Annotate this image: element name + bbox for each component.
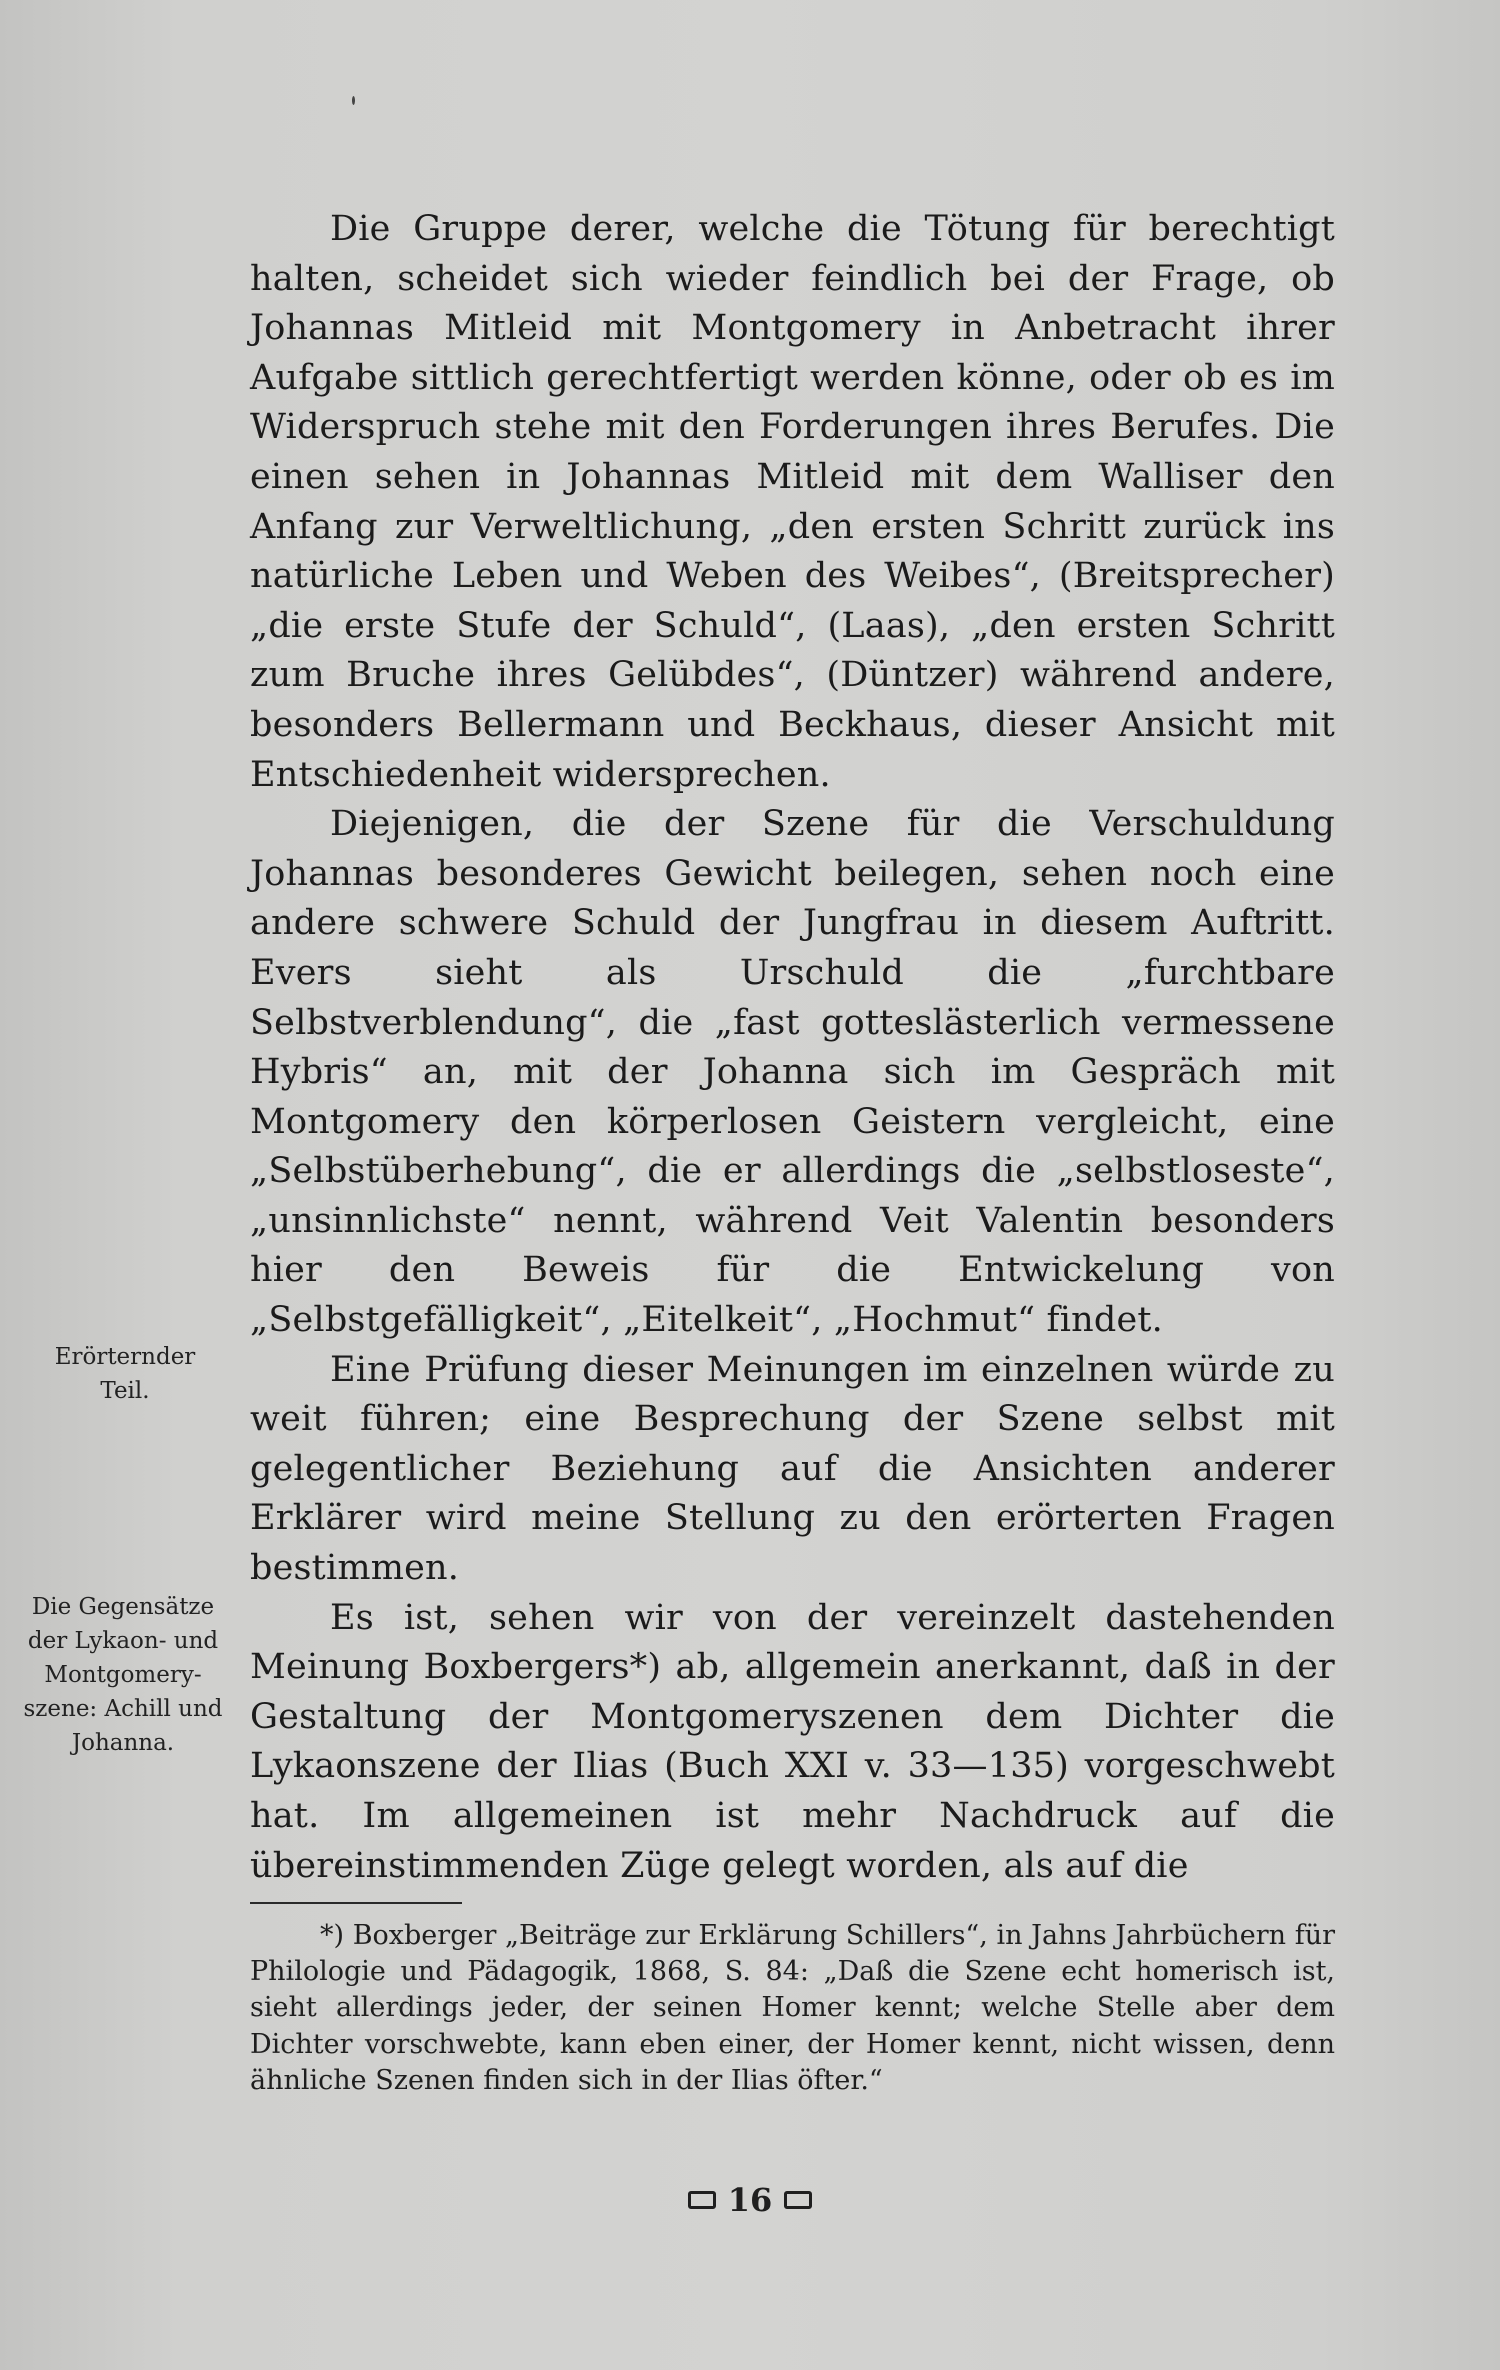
- margin-note-line: Montgomery-: [44, 1662, 202, 1688]
- paragraph-2: Diejenigen, die der Szene für die Verschuldung Johannas besonderes Gewicht beilegen, sehen noch eine andere schwere Schuld der Jungfrau in diesem Auftritt. Evers sieht als Urschuld die „furchtbare Selbstverblendung“, die „fast gotteslästerlich vermessene Hybris“ an, mit der Johanna sich im Gespräch mit Montgomery den körperlosen Geistern vergleicht, eine „Selbstüberhebung“, die er allerdings die „selbstloseste“, „unsinnlichste“ nennt, während Veit Valentin besonders hier den Beweis für die Entwickelung von „Selbstgefälligkeit“, „Eitelkeit“, „Hochmut“ findet.: [250, 804, 1335, 1341]
- ornament-box-icon: [784, 2191, 812, 2209]
- main-text-block: [250, 205, 1335, 1891]
- page-number-value: 16: [727, 2181, 773, 2219]
- margin-note-line: Erörternder: [54, 1344, 196, 1370]
- margin-note-line: der Lykaon- und: [27, 1628, 219, 1654]
- ornament-box-icon: [688, 2191, 716, 2209]
- margin-note-line: Die Gegensätze: [31, 1594, 215, 1620]
- margin-note-line: Teil.: [100, 1378, 150, 1404]
- margin-note-discussion: [20, 1340, 230, 1408]
- footnote: *) Boxberger „Beiträge zur Erklärung Schillers“, in Jahns Jahrbüchern für Philologie und Pädagogik, 1868, S. 84: „Daß die Szene echt homerisch ist, sieht allerdings jeder, der seinen Homer kennt; welche Stelle aber dem Dichter vorschwebte, kann eben einer, der Homer kennt, nicht wissen, denn ähnliche Szenen finden sich in der Ilias öfter.“: [250, 1920, 1335, 2096]
- paragraph-3: Eine Prüfung dieser Meinungen im einzelnen würde zu weit führen; eine Besprechung der Szene selbst mit gelegentlicher Beziehung auf die Ansichten anderer Erklärer wird meine Stellung zu den erörterten Fragen bestimmen.: [250, 1349, 1335, 1589]
- margin-note-line: Johanna.: [71, 1730, 175, 1756]
- paragraph-1: Die Gruppe derer, welche die Tötung für berechtigt halten, scheidet sich wieder feindlich bei der Frage, ob Johannas Mitleid mit Montgomery in Anbetracht ihrer Aufgabe sittlich gerechtfertigt werden könne, oder ob es im Widerspruch stehe mit den Forderungen ihres Berufes. Die einen sehen in Johannas Mitleid mit dem Walliser den Anfang zur Verweltlichung, „den ersten Schritt zurück ins natürliche Leben und Weben des Weibes“, (Breitsprecher) „die erste Stufe der Schuld“, (Laas), „den ersten Schritt zum Bruche ihres Gelübdes“, (Düntzer) während andere, besonders Bellermann und Beckhaus, dieser Ansicht mit Entschiedenheit widersprechen.: [250, 209, 1335, 795]
- margin-note-line: szene: Achill und: [23, 1696, 223, 1722]
- footnote-divider: [250, 1902, 462, 1904]
- page-number: [0, 2180, 1500, 2220]
- print-speck: [352, 96, 355, 105]
- margin-note-contrasts: [12, 1590, 234, 1760]
- paragraph-4: Es ist, sehen wir von der vereinzelt dastehenden Meinung Boxbergers*) ab, allgemein anerkannt, daß in der Gestaltung der Montgomeryszenen dem Dichter die Lykaonszene der Ilias (Buch XXI v. 33—135) vorgeschwebt hat. Im allgemeinen ist mehr Nachdruck auf die übereinstimmenden Züge gelegt worden, als auf die: [250, 1597, 1335, 1886]
